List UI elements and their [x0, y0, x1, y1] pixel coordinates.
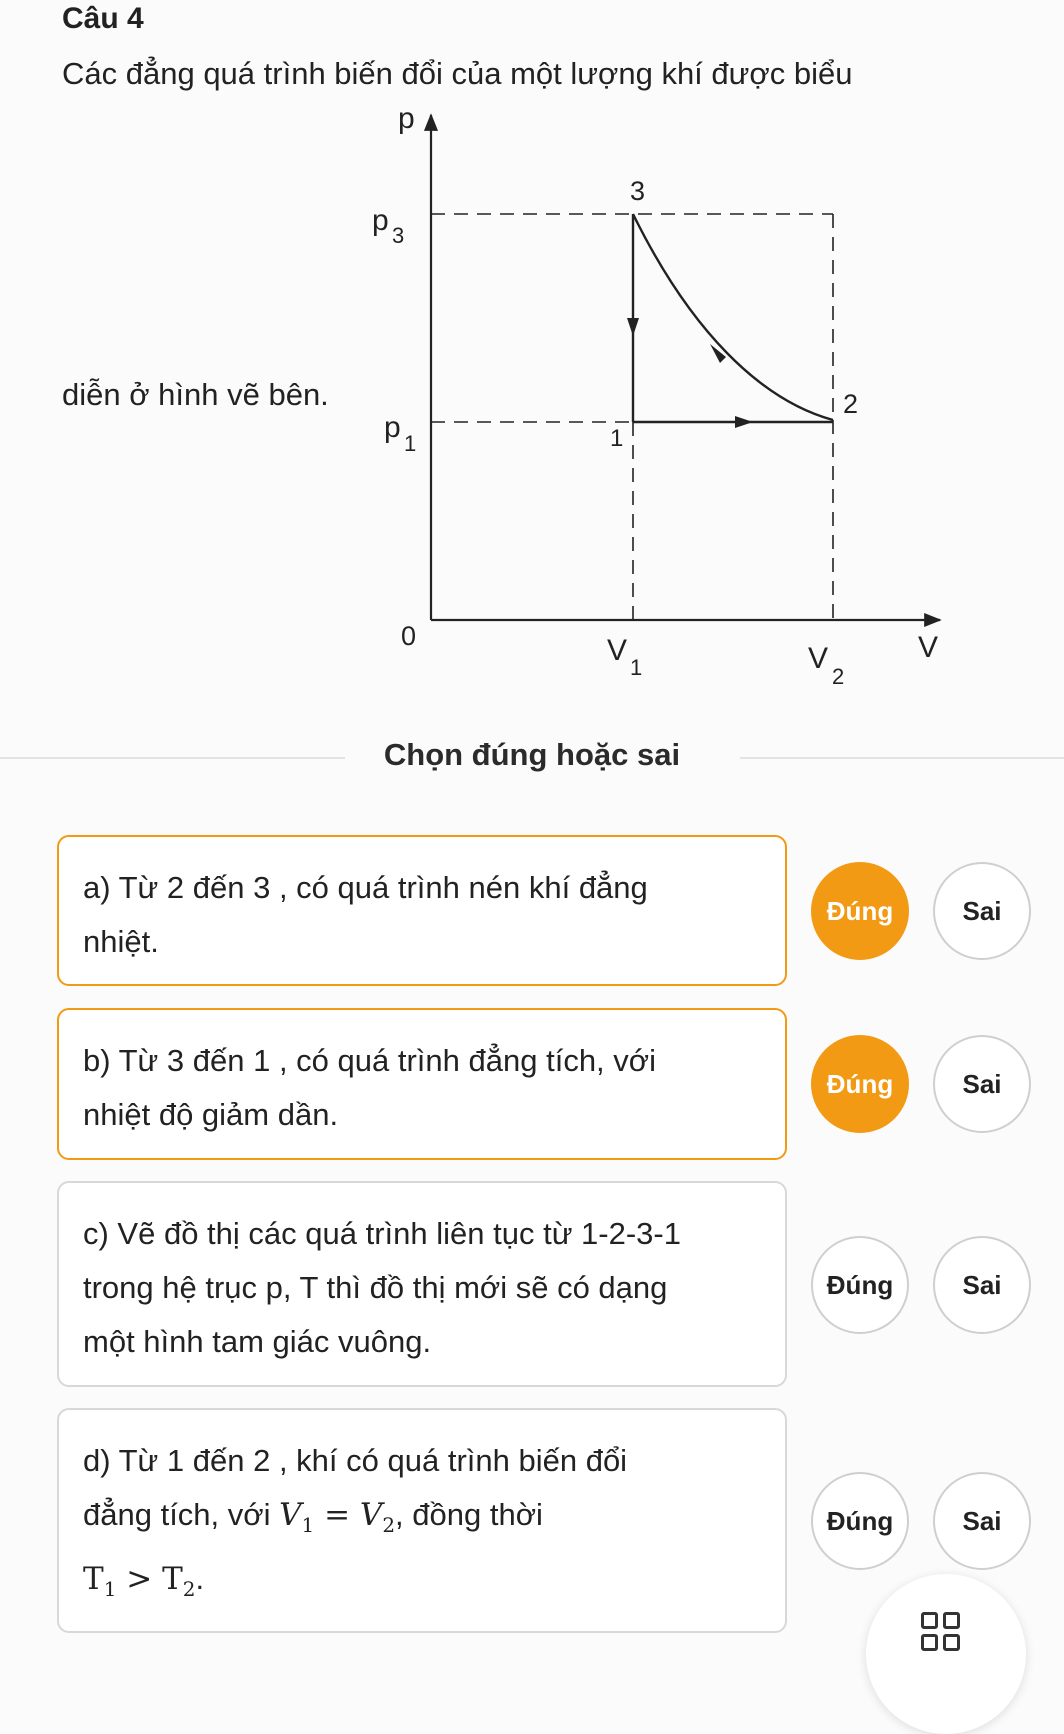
- statement-b-card: [57, 1008, 787, 1160]
- math-greater: >: [116, 1561, 163, 1598]
- choose-true-false-label: Chọn đúng hoặc sai: [383, 737, 681, 772]
- statement-b-false-button[interactable]: Sai: [933, 1035, 1031, 1133]
- v1-sub: 1: [630, 655, 643, 680]
- statement-a-true-button[interactable]: Đúng: [811, 862, 909, 960]
- question-text-continued: diễn ở hình vẽ bên.: [62, 377, 329, 412]
- grid-menu-button[interactable]: [866, 1574, 1026, 1734]
- math-t2-sub: 2: [182, 1577, 196, 1602]
- statement-d-line1: d) Từ 1 đến 2 , khí có quá trình biến đổi: [83, 1443, 628, 1478]
- statement-c-false-button[interactable]: Sai: [933, 1236, 1031, 1334]
- question-text: Các đẳng quá trình biến đổi của một lượng khí được biểu: [62, 56, 853, 91]
- statement-b-line1: b) Từ 3 đến 1 , có quá trình đẳng tích, với: [83, 1043, 657, 1078]
- statement-d-line2: [83, 1488, 761, 1552]
- statement-d-true-button[interactable]: Đúng: [811, 1472, 909, 1570]
- statement-a-line2: nhiệt.: [83, 924, 159, 959]
- origin-label: 0: [401, 621, 417, 651]
- point-2-label: 2: [843, 389, 859, 419]
- math-period: .: [195, 1561, 205, 1597]
- point-1-label: 1: [610, 425, 624, 452]
- math-v2: V: [359, 1497, 383, 1533]
- statement-d-line3: [83, 1552, 761, 1616]
- math-v1-sub: 1: [301, 1513, 315, 1538]
- statement-c-true-button[interactable]: Đúng: [811, 1236, 909, 1334]
- statement-c-line1: c) Vẽ đồ thị các quá trình liên tục từ 1-2-3-1: [83, 1216, 681, 1251]
- p-axis-label: p: [398, 102, 415, 135]
- statement-c-card: [57, 1181, 787, 1387]
- statement-b-true-button[interactable]: Đúng: [811, 1035, 909, 1133]
- math-equals: =: [314, 1497, 360, 1533]
- v2-sub: 2: [832, 664, 845, 689]
- statement-d-false-button[interactable]: Sai: [933, 1472, 1031, 1570]
- question-title: Câu 4: [62, 2, 144, 35]
- v-axis-label: V: [918, 631, 939, 664]
- process-2-3: [633, 214, 833, 420]
- p1-sub: 1: [404, 431, 417, 456]
- p3-sub: 3: [392, 223, 405, 248]
- statement-a-false-button[interactable]: Sai: [933, 862, 1031, 960]
- math-t1-sub: 1: [103, 1577, 117, 1602]
- math-t2: T: [162, 1561, 183, 1598]
- statement-a-line1: a) Từ 2 đến 3 , có quá trình nén khí đẳng: [83, 870, 648, 905]
- p3-label: p: [372, 204, 389, 237]
- statement-c-line2: trong hệ trục p, T thì đồ thị mới sẽ có dạng: [83, 1270, 668, 1305]
- point-3-label: 3: [630, 176, 646, 206]
- math-v1: V: [279, 1497, 302, 1533]
- statement-c-line3: một hình tam giác vuông.: [83, 1324, 432, 1359]
- statement-d-line2-text: đẳng tích, với: [83, 1497, 280, 1532]
- p1-label: p: [384, 411, 401, 444]
- statement-b-line2: nhiệt độ giảm dần.: [83, 1097, 339, 1132]
- v1-label: V: [607, 634, 628, 667]
- v2-label: V: [808, 642, 829, 675]
- pv-diagram: [0, 0, 1064, 700]
- math-t1: T: [83, 1561, 104, 1598]
- statement-d-line2-end: , đồng thời: [395, 1497, 543, 1532]
- statement-a-card: [57, 835, 787, 986]
- statement-d-card: [57, 1408, 787, 1633]
- math-v2-sub: 2: [382, 1513, 396, 1538]
